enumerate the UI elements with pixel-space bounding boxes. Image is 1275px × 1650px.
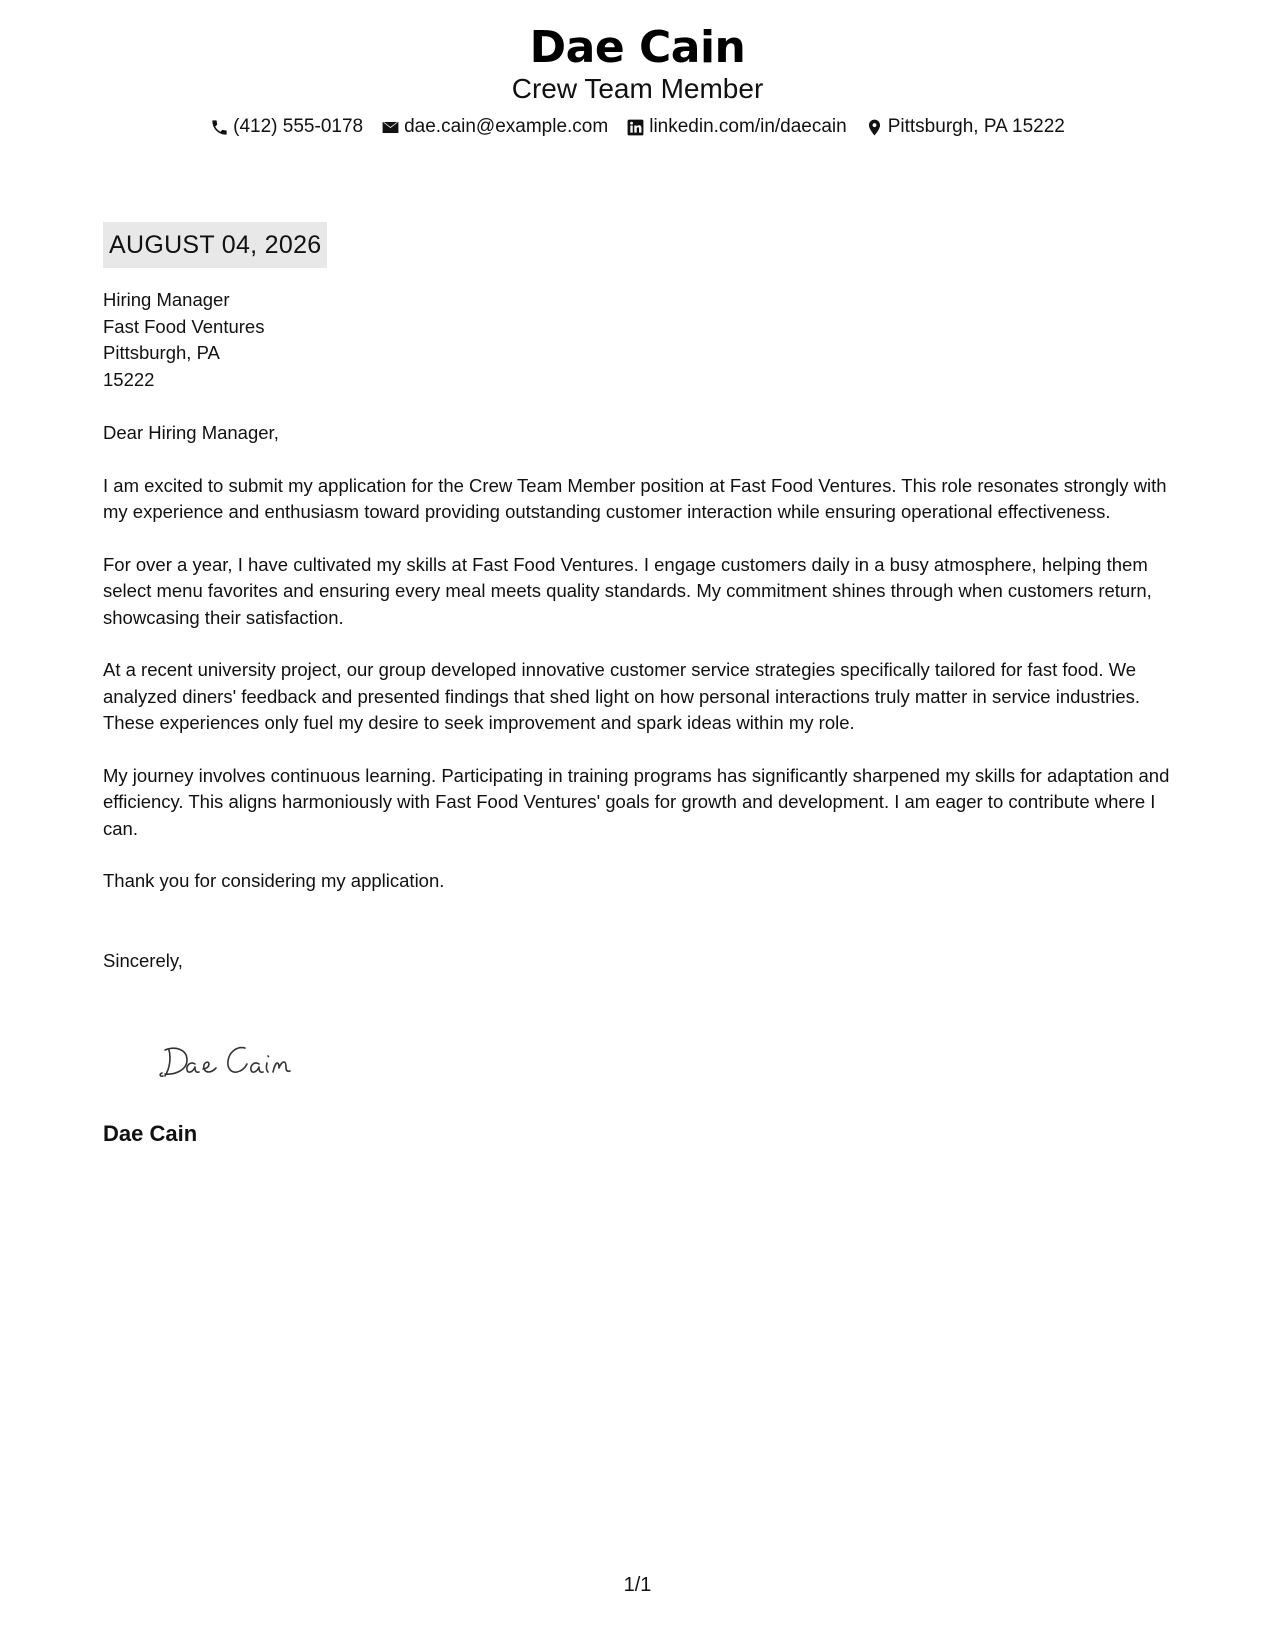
letter-header: [0, 20, 1275, 140]
linkedin-icon: [626, 118, 645, 137]
contact-bar: [0, 114, 1275, 140]
map-pin-icon: [865, 118, 884, 137]
phone-text: (412) 555-0178: [233, 116, 364, 137]
applicant-title: Crew Team Member: [511, 73, 764, 104]
salutation: Dear Hiring Manager,: [103, 422, 279, 443]
body-paragraph: For over a year, I have cultivated my skills at Fast Food Ventures. I engage customers daily in a busy atmosphere, helping them select menu favorites and ensuring every meal meets quality standards. My commitment shines through when customers return, showcasing their satisfaction.: [103, 553, 1152, 628]
closing: Sincerely,: [103, 949, 183, 971]
phone-icon: [210, 118, 229, 137]
recipient-line: 15222: [103, 368, 155, 390]
contact-location: [865, 114, 1065, 140]
recipient-address: [103, 287, 1183, 393]
signature-image: [155, 1036, 315, 1084]
page-number: 1/1: [623, 1574, 652, 1596]
body-paragraph: My journey involves continuous learning. Participating in training programs has significantly sharpened my skills for adaptation and efficiency. This aligns harmoniously with Fast Food Ventures' goals for growth and development. I am eager to contribute where I can.: [103, 764, 1170, 839]
location-text: Pittsburgh, PA 15222: [887, 116, 1065, 137]
body-paragraph: I am excited to submit my application for the Crew Team Member position at Fast Food Ventures. This role resonates strongly with my experience and enthusiasm toward providing outstanding customer interaction while ensuring operational effectiveness.: [103, 474, 1167, 522]
recipient-line: Pittsburgh, PA: [103, 342, 220, 363]
applicant-name: Dae Cain: [529, 22, 746, 73]
contact-linkedin[interactable]: [626, 114, 847, 140]
recipient-line: Hiring Manager: [103, 289, 230, 310]
letter-body: [103, 287, 1183, 974]
signer-name: Dae Cain: [103, 1121, 198, 1146]
recipient-line: Fast Food Ventures: [103, 315, 265, 337]
envelope-icon: [381, 118, 400, 137]
contact-email[interactable]: [381, 114, 608, 140]
linkedin-text: linkedin.com/in/daecain: [649, 116, 847, 137]
body-paragraph: Thank you for considering my application.: [103, 870, 445, 891]
letter-date: AUGUST 04, 2026: [103, 222, 327, 268]
handwritten-signature: [155, 1036, 315, 1084]
contact-phone: [210, 114, 363, 140]
body-paragraph: At a recent university project, our group developed innovative customer service strategies specifically tailored for fast food. We analyzed diners' feedback and presented findings that shed light on how personal interactions truly matter in service industries. These experiences only fuel my desire to seek improvement and spark ideas within my role.: [103, 659, 1141, 733]
email-text: dae.cain@example.com: [404, 116, 609, 137]
